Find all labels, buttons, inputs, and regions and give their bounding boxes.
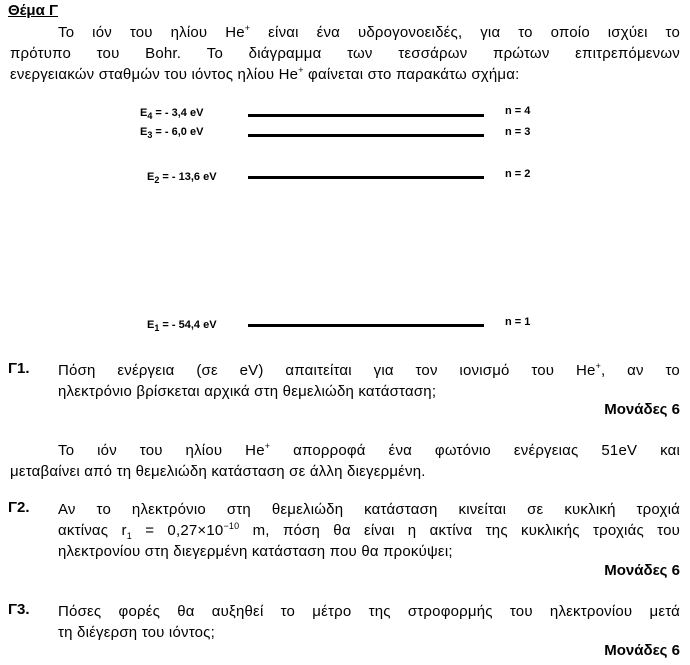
question-g1-line-2: ηλεκτρόνιο βρίσκεται αρχικά στη θεμελιώδη κατάσταση;: [58, 383, 437, 400]
section-title: Θέμα Γ: [8, 2, 59, 19]
marks-g2: Μονάδες 6: [604, 562, 680, 579]
energy-label-e4: $E_4$ = - 3,4 eV: [140, 107, 204, 122]
question-g1-line-1: Πόση ενέργεια (σε eV) απαιτείται για τον ιονισμό του He+, αν το: [58, 361, 680, 379]
quantum-number-2: n = 2: [505, 168, 531, 180]
question-g3-line-2: τη διέγερση του ιόντος;: [58, 624, 215, 641]
energy-level-line-2: [248, 176, 484, 179]
intro-line-3: ενεργειακών σταθμών του ιόντος ηλίου He+ φαίνεται στο παρακάτω σχήμα:: [10, 65, 520, 83]
marks-g3: Μονάδες 6: [604, 642, 680, 659]
quantum-number-1: n = 1: [505, 316, 531, 328]
question-g3-line-1: Πόσες φορές θα αυξηθεί το μέτρο της στροφορμής του ηλεκτρονίου μετά: [58, 603, 680, 620]
energy-level-line-4: [248, 114, 484, 117]
intro-line-1: Το ιόν του ηλίου He+ είναι ένα υδρογονοειδές, για το οποίο ισχύει το: [58, 23, 680, 41]
quantum-number-4: n = 4: [505, 105, 531, 117]
mid-paragraph-line-1: Το ιόν του ηλίου He+ απορροφά ένα φωτόνιο ενέργειας 51eV και: [58, 441, 681, 459]
mid-paragraph-line-2: μεταβαίνει από τη θεμελιώδη κατάσταση σε άλλη διεγερμένη.: [10, 463, 426, 480]
question-label-g1: Γ1.: [8, 360, 30, 377]
energy-label-e1: $E_1$ = - 54,4 eV: [147, 319, 217, 334]
question-label-g2: Γ2.: [8, 499, 30, 516]
question-g2-line-3: ηλεκτρονίου στη διεγερμένη κατάσταση που θα προκύψει;: [58, 543, 453, 560]
question-g2-line-1: Αν το ηλεκτρόνιο στη θεμελιώδη κατάσταση κινείται σε κυκλική τροχιά: [58, 501, 680, 518]
energy-level-line-1: [248, 324, 484, 327]
energy-label-e3: $E_3$ = - 6,0 eV: [140, 126, 204, 141]
quantum-number-3: n = 3: [505, 126, 531, 138]
intro-line-2: πρότυπο του Bohr. Το διάγραμμα των τεσσάρων πρώτων επιτρεπόμενων: [10, 45, 680, 62]
marks-g1: Μονάδες 6: [604, 401, 680, 418]
energy-level-line-3: [248, 134, 484, 137]
question-label-g3: Γ3.: [8, 601, 30, 618]
energy-label-e2: $E_2$ = - 13,6 eV: [147, 171, 217, 186]
question-g2-line-2: ακτίνας $r_1 = 0,27\times 10^{-10}$ m, πόση θα είναι η ακτίνα της κυκλικής τροχιάς του: [58, 521, 681, 541]
